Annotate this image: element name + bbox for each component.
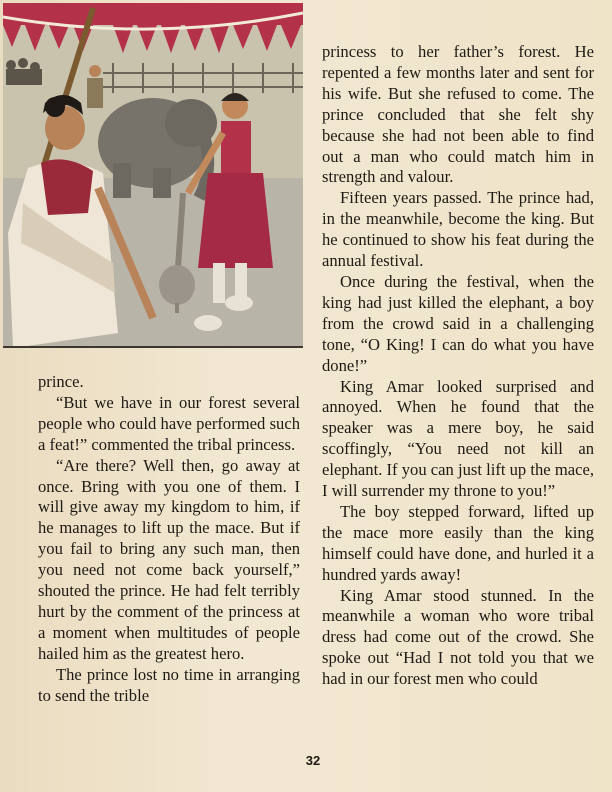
paragraph: “But we have in our forest several people who could have performed such a feat!” commented the tribal princess.: [38, 392, 300, 454]
paragraph: prince.: [38, 372, 84, 391]
paragraph: King Amar looked surprised and annoyed. When he found that the speaker was a mere boy, he said scoffingly, “You need not kill an elephant. If you can just lift up the mace, I will surrender my throne to you!”: [322, 376, 594, 501]
right-text-column: [322, 42, 594, 690]
story-illustration: [3, 3, 303, 348]
paragraph: The boy stepped forward, lifted up the mace more easily than the king himself could have done, and hurled it a hundred yards away!: [322, 501, 594, 584]
paragraph: Fifteen years passed. The prince had, in the meanwhile, become the king. But he continued to show his feat during the annual festival.: [322, 188, 594, 271]
page-number: 32: [305, 753, 321, 768]
paragraph: “Are there? Well then, go away at once. Bring with you one of them. I will give away my kingdom to him, if he manages to lift up the mace. But if you fail to bring any such man, then you need not come back yourself,” shouted the prince. He had felt terribly hurt by the comment of the princess at a moment when multitudes of people hailed him as the greatest hero.: [38, 455, 300, 663]
left-text-column: [38, 372, 300, 707]
paragraph: princess to her father’s forest. He repented a few months later and sent for his wife. But she refused to come. The prince concluded that she felt shy because she had not been able to find out a man who could match him in strength and valour.: [322, 42, 594, 187]
elephant: [98, 98, 217, 198]
paragraph: The prince lost no time in arranging to send the trible: [38, 664, 300, 705]
paragraph: Once during the festival, when the king had just killed the elephant, a boy from the crowd said in a challenging tone, “O King! I can do what you have done!”: [322, 271, 594, 375]
paragraph: King Amar stood stunned. In the meanwhile a woman who wore tribal dress had come out of the crowd. She spoke out “Had I not told you that we had in our forest men who could: [322, 585, 594, 689]
